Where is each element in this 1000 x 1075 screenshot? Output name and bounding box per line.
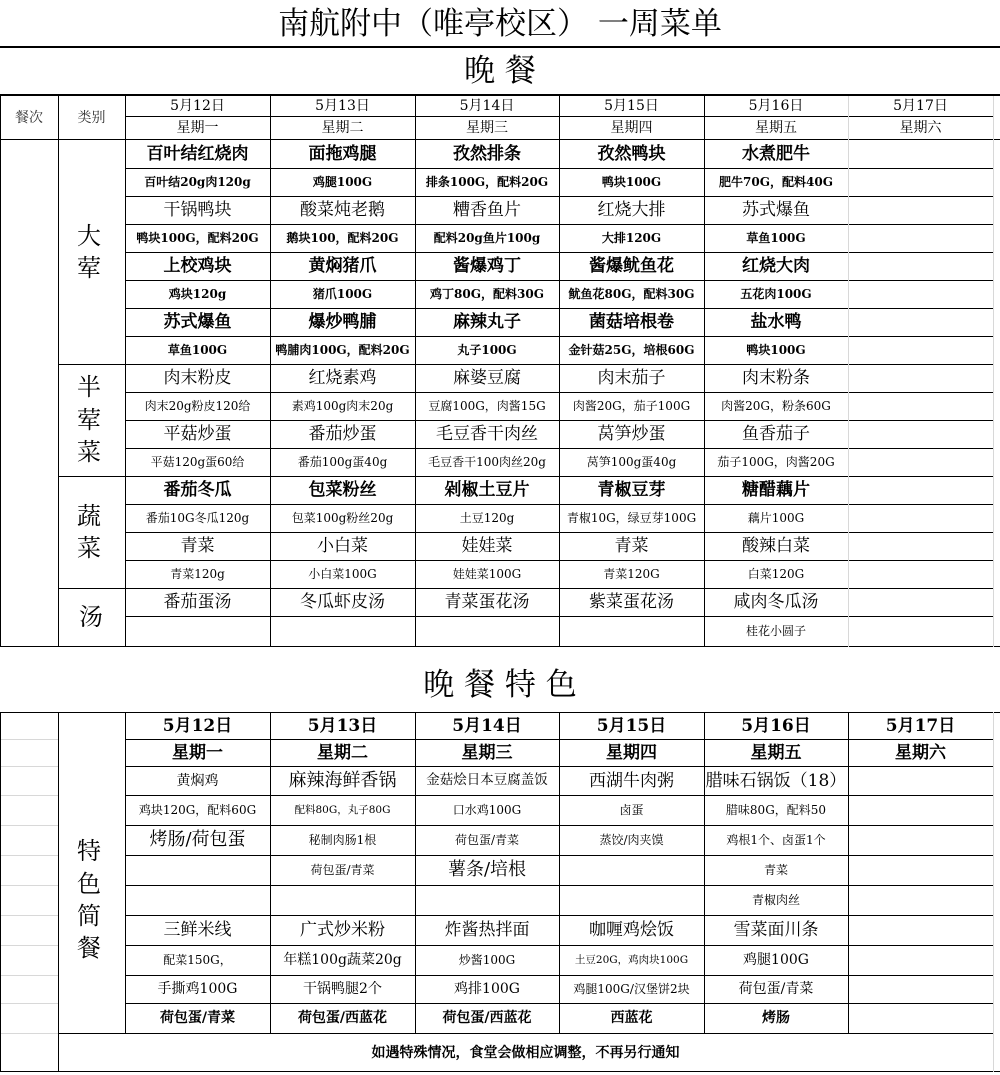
special-cell-r1-c5 — [848, 795, 993, 825]
special-weekday-1: 星期二 — [317, 742, 368, 763]
dinner-cell-r12-c4: 糖醋藕片 — [742, 479, 810, 500]
dinner-cell-r5-c4: 五花肉100G — [740, 287, 812, 301]
dinner-section-title: 晚 餐 — [464, 52, 536, 89]
dinner-date-3: 5月15日 — [604, 98, 659, 114]
dinner-cell-r15-c3: 青菜120G — [603, 567, 660, 581]
dinner-cell-r14-c4: 酸辣白菜 — [742, 535, 810, 556]
special-cell-r3-c3 — [559, 855, 704, 885]
special-cell-r6-c0: 配菜150G， — [163, 953, 232, 967]
dinner-cell-r7-c2: 丸子100G — [457, 343, 517, 357]
dinner-cell-r10-c5 — [848, 420, 993, 448]
grid-line — [1, 915, 58, 916]
dinner-cell-r16-c4: 咸肉冬瓜汤 — [733, 591, 819, 612]
special-cell-r3-c4: 青菜 — [763, 863, 788, 877]
dinner-cell-r4-c1: 黄焖猪爪 — [308, 255, 377, 276]
special-cell-r6-c3: 土豆20G，鸡肉块100G — [574, 953, 689, 966]
dinner-cell-r0-c0: 百叶结红烧肉 — [146, 143, 249, 164]
special-cell-r4-c1 — [270, 885, 415, 915]
special-cell-r5-c5 — [848, 915, 993, 945]
dinner-cell-r17-c3 — [559, 616, 704, 646]
dinner-cell-r4-c5 — [848, 252, 993, 280]
special-date-2: 5月14日 — [452, 715, 522, 736]
special-date-3: 5月15日 — [596, 715, 667, 736]
special-date-4: 5月16日 — [741, 715, 811, 736]
dinner-cell-r7-c5 — [848, 336, 993, 364]
grid-line — [848, 96, 849, 647]
grid-line — [1, 975, 58, 976]
grid-line — [993, 712, 994, 1072]
border-line — [0, 96, 1, 647]
special-cell-r4-c5 — [848, 885, 993, 915]
border-line — [0, 646, 1000, 647]
dinner-cell-r7-c3: 金针菇25G，培根60G — [568, 343, 695, 357]
dinner-date-4: 5月16日 — [748, 98, 804, 114]
special-cell-r6-c4: 鸡腿100G — [743, 952, 809, 968]
dinner-cell-r17-c4: 桂花小圆子 — [745, 624, 806, 638]
dinner-cell-r15-c1: 小白菜100G — [308, 567, 377, 581]
border-line — [58, 712, 59, 1072]
dinner-cell-r1-c3: 鸭块100G — [601, 175, 662, 189]
border-line — [125, 96, 126, 647]
dinner-cell-r4-c0: 上校鸡块 — [163, 255, 232, 276]
dinner-cell-r12-c3: 青椒豆芽 — [597, 479, 666, 500]
grid-line — [1, 739, 58, 740]
category-tang: 汤 — [79, 602, 103, 631]
dinner-cell-r0-c4: 水煮肥牛 — [742, 143, 810, 164]
dinner-cell-r3-c2: 配料20g鱼片100g — [433, 231, 541, 245]
dinner-cell-r8-c1: 红烧素鸡 — [308, 367, 377, 388]
dinner-cell-r9-c4: 肉酱20G，粉条60G — [721, 399, 831, 413]
border-line — [704, 712, 705, 1034]
type-label-header: 类别 — [77, 110, 106, 126]
dinner-cell-r7-c0: 草鱼100G — [167, 343, 228, 357]
border-line — [559, 96, 560, 647]
special-cell-r3-c1: 荷包蛋/青菜 — [310, 863, 375, 877]
special-cell-r2-c1: 秘制肉肠1根 — [308, 833, 377, 847]
border-line — [848, 712, 849, 1034]
special-cell-r0-c0: 黄焖鸡 — [176, 773, 219, 789]
category-special: 特色简餐 — [77, 837, 101, 963]
special-cell-r5-c4: 雪菜面川条 — [733, 919, 819, 940]
special-cell-r2-c4: 鸡根1个、卤蛋1个 — [726, 833, 826, 847]
dinner-cell-r15-c2: 娃娃菜100G — [452, 567, 522, 581]
dinner-cell-r11-c5 — [848, 448, 993, 476]
special-weekday-0: 星期一 — [172, 742, 223, 763]
dinner-cell-r3-c0: 鸭块100G，配料20G — [136, 231, 259, 245]
dinner-cell-r17-c1 — [270, 616, 415, 646]
dinner-weekday-1: 星期二 — [321, 120, 364, 136]
special-cell-r7-c5 — [848, 975, 993, 1003]
dinner-cell-r2-c1: 酸菜炖老鹅 — [300, 199, 385, 220]
dinner-weekday-5: 星期六 — [899, 120, 942, 136]
special-cell-r4-c4: 青椒肉丝 — [751, 893, 800, 907]
border-line — [559, 712, 560, 1034]
dinner-cell-r13-c2: 土豆120g — [459, 511, 515, 525]
special-cell-r3-c5 — [848, 855, 993, 885]
border-line — [58, 588, 993, 589]
dinner-cell-r11-c0: 平菇120g蛋60给 — [150, 455, 245, 469]
dinner-cell-r5-c0: 鸡块120g — [168, 287, 227, 301]
dinner-cell-r9-c1: 素鸡100g肉末20g — [291, 399, 394, 413]
special-cell-r7-c1: 干锅鸭腿2个 — [303, 981, 382, 997]
dinner-cell-r9-c2: 豆腐100G，肉酱15G — [428, 399, 546, 413]
dinner-cell-r17-c5 — [848, 616, 993, 646]
special-cell-r4-c3 — [559, 885, 704, 915]
dinner-cell-r10-c0: 平菇炒蛋 — [163, 423, 232, 444]
special-weekday-4: 星期五 — [750, 742, 802, 763]
dinner-cell-r13-c0: 番茄10G冬瓜120g — [145, 511, 250, 525]
special-cell-r0-c1: 麻辣海鲜香锅 — [288, 770, 397, 791]
dinner-cell-r9-c0: 肉末20g粉皮120给 — [144, 399, 251, 413]
grid-line — [1, 1003, 58, 1004]
dinner-cell-r11-c3: 莴笋100g蛋40g — [586, 455, 677, 469]
dinner-cell-r12-c0: 番茄冬瓜 — [163, 479, 232, 500]
dinner-cell-r9-c3: 肉酱20G，茄子100G — [572, 399, 691, 413]
grid-line — [1, 795, 58, 796]
dinner-cell-r14-c3: 青菜 — [614, 535, 649, 556]
dinner-cell-r1-c1: 鸡腿100G — [312, 175, 373, 189]
dinner-cell-r1-c4: 肥牛70G，配料40G — [719, 175, 833, 189]
border-line — [125, 712, 126, 1034]
special-cell-r8-c2: 荷包蛋/西蓝花 — [442, 1010, 532, 1026]
dinner-cell-r5-c2: 鸡丁80G，配料30G — [430, 287, 544, 301]
dinner-cell-r0-c3: 孜然鸭块 — [597, 143, 666, 164]
special-weekday-5: 星期六 — [895, 742, 946, 763]
dinner-cell-r11-c1: 番茄100g蛋40g — [297, 455, 388, 469]
dinner-cell-r1-c5 — [848, 168, 993, 196]
dinner-cell-r2-c4: 苏式爆鱼 — [742, 199, 810, 220]
dinner-cell-r12-c1: 包菜粉丝 — [308, 479, 377, 500]
dinner-weekday-2: 星期三 — [466, 120, 508, 136]
category-dahun: 大荤 — [77, 221, 101, 282]
dinner-cell-r6-c4: 盐水鸭 — [750, 311, 802, 332]
special-cell-r2-c3: 蒸饺/肉夹馍 — [599, 833, 664, 847]
dinner-cell-r5-c5 — [848, 280, 993, 308]
special-cell-r8-c5 — [848, 1003, 993, 1033]
grid-line — [1, 766, 58, 767]
dinner-cell-r0-c1: 面拖鸡腿 — [308, 143, 377, 164]
special-cell-r5-c0: 三鲜米线 — [163, 919, 232, 940]
dinner-cell-r13-c3: 青椒10G，绿豆芽100G — [566, 511, 697, 525]
special-cell-r2-c5 — [848, 825, 993, 855]
dinner-cell-r15-c0: 青菜120g — [170, 567, 225, 581]
border-line — [58, 96, 59, 647]
dinner-date-1: 5月13日 — [315, 98, 370, 114]
special-cell-r8-c4: 烤肠 — [762, 1010, 790, 1026]
dinner-cell-r14-c1: 小白菜 — [317, 535, 368, 556]
special-cell-r7-c2: 鸡排100G — [454, 981, 520, 997]
border-line — [58, 476, 993, 477]
dinner-cell-r9-c5 — [848, 392, 993, 420]
grid-line — [1, 855, 58, 856]
dinner-cell-r3-c5 — [848, 224, 993, 252]
category-shucai: 蔬菜 — [77, 501, 101, 562]
dinner-cell-r2-c2: 糟香鱼片 — [453, 199, 521, 220]
dinner-weekday-4: 星期五 — [755, 120, 797, 136]
dinner-cell-r8-c0: 肉末粉皮 — [163, 367, 232, 388]
dinner-cell-r7-c1: 鸭脯肉100G，配料20G — [275, 343, 410, 357]
special-cell-r5-c2: 炸酱热拌面 — [444, 919, 530, 940]
dinner-cell-r13-c1: 包菜100g粉丝20g — [291, 511, 394, 525]
special-weekday-2: 星期三 — [461, 742, 513, 763]
dinner-cell-r16-c3: 紫菜蛋花汤 — [589, 591, 674, 612]
special-cell-r6-c1: 年糕100g蔬菜20g — [283, 952, 402, 968]
notice-text: 如遇特殊情况，食堂会做相应调整，不再另行通知 — [371, 1045, 680, 1061]
special-cell-r4-c0 — [125, 885, 270, 915]
dinner-cell-r14-c2: 娃娃菜 — [461, 535, 513, 556]
special-cell-r6-c5 — [848, 945, 993, 975]
dinner-cell-r17-c0 — [125, 616, 270, 646]
special-cell-r1-c1: 配料80G，丸子80G — [294, 803, 391, 816]
special-cell-r6-c2: 炒酱100G — [458, 953, 516, 967]
border-line — [270, 712, 271, 1034]
dinner-cell-r16-c1: 冬瓜虾皮汤 — [300, 591, 385, 612]
special-weekday-3: 星期四 — [606, 742, 657, 763]
dinner-cell-r12-c2: 剁椒土豆片 — [444, 479, 530, 500]
category-banhun: 半荤菜 — [77, 373, 101, 467]
dinner-cell-r15-c4: 白菜120G — [747, 567, 805, 581]
dinner-cell-r16-c2: 青菜蛋花汤 — [444, 591, 530, 612]
special-cell-r1-c0: 鸡块120G，配料60G — [138, 803, 257, 817]
dinner-cell-r10-c2: 毛豆香干肉丝 — [436, 423, 538, 444]
dinner-cell-r3-c1: 鹅块100，配料20G — [286, 231, 399, 245]
dinner-cell-r10-c1: 番茄炒蛋 — [308, 423, 377, 444]
dinner-cell-r11-c4: 茄子100G，肉酱20G — [717, 455, 835, 469]
border-line — [704, 96, 705, 647]
dinner-cell-r8-c3: 肉末茄子 — [597, 367, 666, 388]
dinner-cell-r14-c5 — [848, 532, 993, 560]
special-cell-r8-c3: 西蓝花 — [610, 1010, 653, 1026]
dinner-cell-r12-c5 — [848, 476, 993, 504]
dinner-date-5: 5月17日 — [893, 98, 948, 114]
dinner-cell-r17-c2 — [415, 616, 559, 646]
special-cell-r5-c1: 广式炒米粉 — [300, 919, 385, 940]
dinner-date-2: 5月14日 — [459, 98, 515, 114]
dinner-cell-r2-c3: 红烧大排 — [597, 199, 666, 220]
grid-line — [993, 96, 994, 647]
special-cell-r3-c0 — [125, 855, 270, 885]
grid-line — [1, 885, 58, 886]
dinner-cell-r13-c4: 藕片100G — [747, 511, 805, 525]
dinner-cell-r5-c3: 鱿鱼花80G，配料30G — [568, 287, 695, 301]
dinner-cell-r11-c2: 毛豆香干100肉丝20g — [428, 455, 546, 469]
dinner-cell-r4-c3: 酱爆鱿鱼花 — [589, 255, 674, 276]
page-title: 南航附中（唯亭校区） 一周菜单 — [278, 5, 722, 42]
dinner-cell-r8-c2: 麻婆豆腐 — [453, 367, 521, 388]
border-line — [58, 364, 993, 365]
dinner-cell-r4-c2: 酱爆鸡丁 — [453, 255, 521, 276]
dinner-cell-r4-c4: 红烧大肉 — [742, 255, 810, 276]
dinner-cell-r13-c5 — [848, 504, 993, 532]
special-cell-r4-c2 — [415, 885, 559, 915]
special-cell-r8-c1: 荷包蛋/西蓝花 — [297, 1010, 388, 1026]
dinner-cell-r16-c5 — [848, 588, 993, 616]
border-line — [270, 96, 271, 647]
dinner-cell-r8-c5 — [848, 364, 993, 392]
special-cell-r1-c3: 卤蛋 — [619, 803, 644, 817]
dinner-cell-r7-c4: 鸭块100G — [746, 343, 806, 357]
dinner-cell-r0-c5 — [848, 140, 993, 168]
dinner-cell-r2-c0: 干锅鸭块 — [163, 199, 232, 220]
grid-line — [1, 825, 58, 826]
special-cell-r3-c2: 薯条/培根 — [447, 859, 527, 880]
dinner-cell-r6-c3: 菌菇培根卷 — [589, 311, 674, 332]
special-date-5: 5月17日 — [885, 715, 956, 736]
dinner-cell-r14-c0: 青菜 — [180, 535, 215, 556]
dinner-cell-r6-c0: 苏式爆鱼 — [163, 311, 232, 332]
dinner-cell-r1-c0: 百叶结20g肉120g — [144, 175, 251, 189]
special-cell-r8-c0: 荷包蛋/青菜 — [159, 1010, 236, 1026]
dinner-cell-r2-c5 — [848, 196, 993, 224]
special-cell-r0-c2: 金菇烩日本豆腐盖饭 — [426, 772, 548, 789]
dinner-cell-r3-c4: 草鱼100G — [746, 231, 806, 245]
dinner-weekday-3: 星期四 — [610, 120, 653, 136]
special-cell-r2-c0: 烤肠/荷包蛋 — [149, 829, 246, 850]
special-cell-r0-c4: 腊味石锅饭（18） — [705, 770, 847, 791]
dinner-weekday-0: 星期一 — [176, 120, 219, 136]
dinner-cell-r6-c1: 爆炒鸭脯 — [308, 311, 377, 332]
special-cell-r7-c0: 手撕鸡100G — [157, 981, 238, 997]
border-line — [415, 96, 416, 647]
dinner-cell-r5-c1: 猪爪100G — [312, 287, 373, 301]
dinner-cell-r6-c2: 麻辣丸子 — [453, 311, 521, 332]
dinner-cell-r8-c4: 肉末粉条 — [742, 367, 810, 388]
special-cell-r7-c3: 鸡腿100G/汉堡饼2块 — [573, 982, 690, 996]
grid-line — [1, 1033, 58, 1034]
border-line — [415, 712, 416, 1034]
special-cell-r0-c3: 西湖牛肉粥 — [589, 770, 674, 791]
special-cell-r7-c4: 荷包蛋/青菜 — [738, 981, 814, 997]
dinner-cell-r6-c5 — [848, 308, 993, 336]
special-date-0: 5月12日 — [162, 715, 233, 736]
dinner-cell-r0-c2: 孜然排条 — [453, 143, 521, 164]
special-cell-r5-c3: 咖喱鸡烩饭 — [589, 919, 674, 940]
special-cell-r1-c2: 口水鸡100G — [452, 803, 522, 817]
dinner-cell-r1-c2: 排条100G，配料20G — [425, 175, 549, 189]
dinner-cell-r10-c4: 鱼香茄子 — [742, 423, 810, 444]
meal-label-header: 餐次 — [15, 110, 43, 126]
special-cell-r2-c2: 荷包蛋/青菜 — [454, 833, 520, 847]
dinner-cell-r3-c3: 大排120G — [601, 231, 662, 245]
dinner-cell-r15-c5 — [848, 560, 993, 588]
special-cell-r1-c4: 腊味80G，配料50 — [725, 803, 827, 817]
border-line — [0, 1071, 1000, 1072]
dinner-date-0: 5月12日 — [170, 98, 225, 114]
dinner-cell-r10-c3: 莴笋炒蛋 — [597, 423, 666, 444]
special-date-1: 5月13日 — [307, 715, 378, 736]
special-section-title: 晚 餐 特 色 — [423, 666, 577, 703]
dinner-cell-r16-c0: 番茄蛋汤 — [163, 591, 232, 612]
special-cell-r0-c5 — [848, 767, 993, 795]
grid-line — [1, 945, 58, 946]
